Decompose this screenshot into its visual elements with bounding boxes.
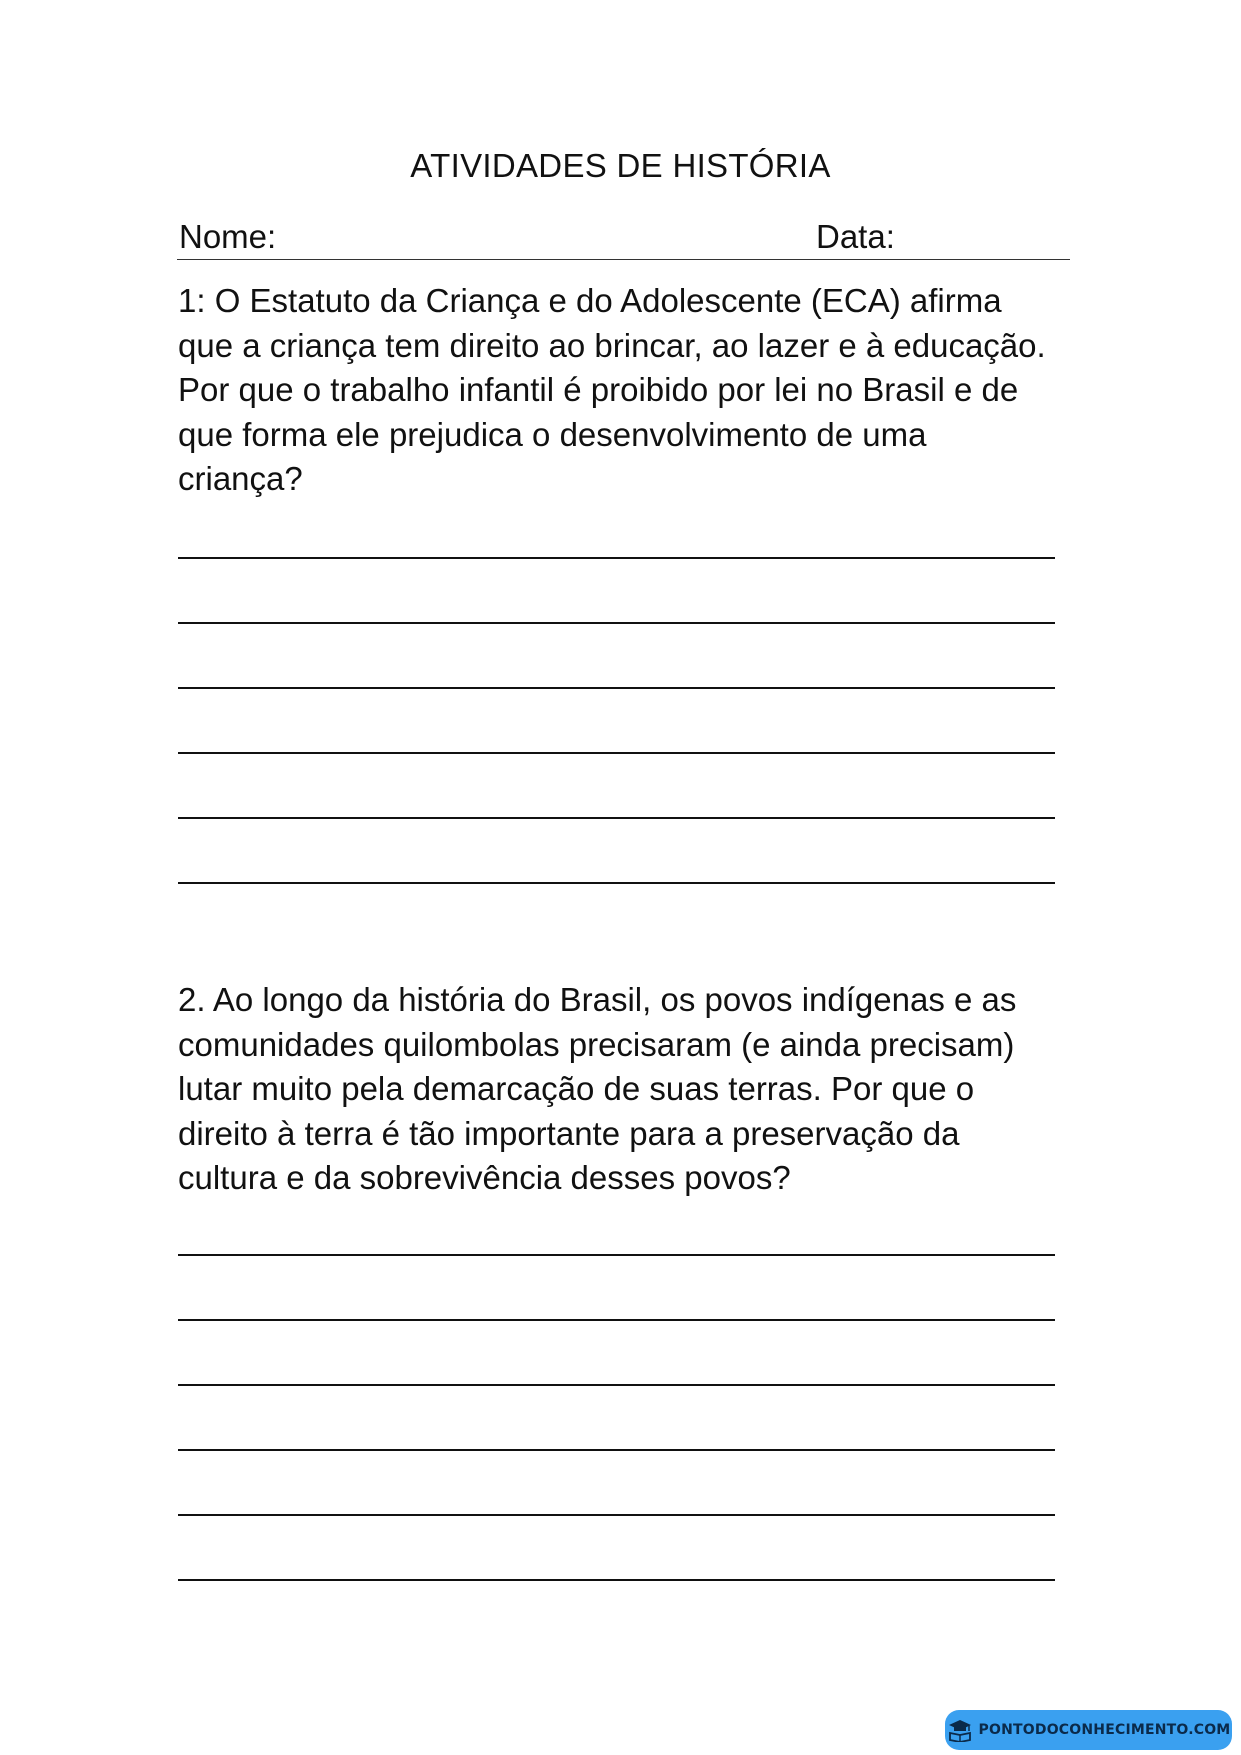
answer-line[interactable] bbox=[178, 752, 1055, 754]
answer-line[interactable] bbox=[178, 687, 1055, 689]
answer-line[interactable] bbox=[178, 882, 1055, 884]
answer-line[interactable] bbox=[178, 1254, 1055, 1256]
question-2-line: direito à terra é tão importante para a preservação da bbox=[178, 1114, 960, 1152]
question-1-line: que a criança tem direito ao brincar, ao lazer e à educação. bbox=[178, 326, 1046, 364]
question-2-line: cultura e da sobrevivência desses povos? bbox=[178, 1159, 791, 1196]
answer-line[interactable] bbox=[178, 622, 1055, 624]
answer-line[interactable] bbox=[178, 1514, 1055, 1516]
question-1-line: criança? bbox=[178, 460, 303, 497]
answer-line[interactable] bbox=[178, 1319, 1055, 1321]
answer-line[interactable] bbox=[178, 817, 1055, 819]
name-label: Nome: bbox=[179, 218, 277, 255]
question-1-line: 1: O Estatuto da Criança e do Adolescente (ECA) afirma bbox=[178, 282, 1002, 319]
question-1-line: que forma ele prejudica o desenvolvimento de uma bbox=[178, 415, 927, 453]
worksheet-title: ATIVIDADES DE HISTÓRIA bbox=[410, 147, 831, 184]
answer-line[interactable] bbox=[178, 1384, 1055, 1386]
answer-line[interactable] bbox=[178, 1449, 1055, 1451]
question-1-line: Por que o trabalho infantil é proibido por lei no Brasil e de bbox=[178, 371, 1019, 408]
name-date-row bbox=[177, 213, 1070, 260]
date-label: Data: bbox=[816, 218, 895, 255]
question-2-line: lutar muito pela demarcação de suas terras. Por que o bbox=[178, 1070, 975, 1107]
question-1 bbox=[178, 279, 1078, 502]
graduation-book-icon bbox=[947, 1718, 973, 1742]
question-2-line: comunidades quilombolas precisaram (e ainda precisam) bbox=[178, 1025, 1015, 1063]
answer-line[interactable] bbox=[178, 557, 1055, 559]
question-2 bbox=[178, 978, 1078, 1201]
question-2-line: 2. Ao longo da história do Brasil, os povos indígenas e as bbox=[178, 981, 1017, 1018]
answer-line[interactable] bbox=[178, 1579, 1055, 1581]
watermark-text: PONTODOCONHECIMENTO.COM bbox=[978, 1722, 1231, 1738]
watermark-badge bbox=[945, 1710, 1232, 1750]
